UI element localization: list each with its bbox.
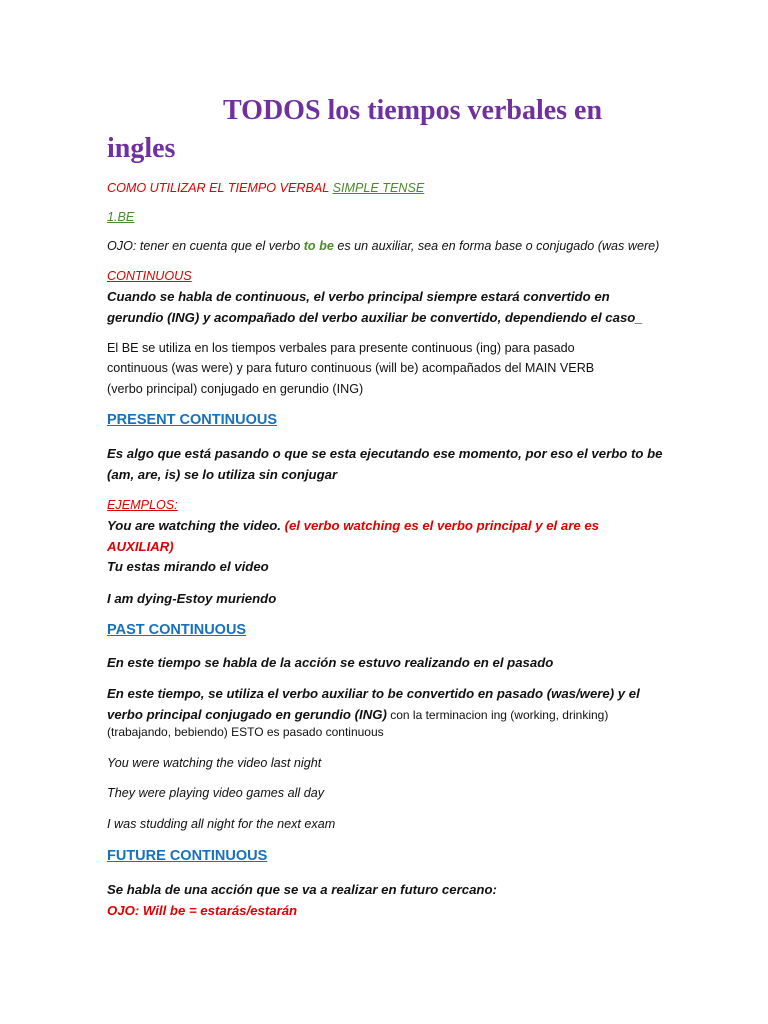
future-continuous-heading: FUTURE CONTINUOUS: [107, 848, 268, 864]
present-desc-line1: Es algo que está pasando o que se esta ejecutando ese momento, por eso el verbo to be: [107, 446, 663, 461]
past-rule-bold: verbo principal conjugado en gerundio (ING): [107, 707, 387, 722]
example1-sentence: You are watching the video.: [107, 518, 285, 533]
past-example: They were playing video games all day: [107, 786, 325, 800]
present-example1: [107, 515, 599, 536]
be-usage-line3: (verbo principal) conjugado en gerundio (ING): [107, 382, 364, 396]
simple-tense-link[interactable]: SIMPLE TENSE: [332, 181, 425, 195]
past-continuous-heading: PAST CONTINUOUS: [107, 622, 247, 638]
past-rule-normal: con la terminacion ing (working, drinking): [386, 708, 609, 722]
example1-explanation-cont: AUXILIAR): [107, 539, 174, 554]
past-desc: En este tiempo se habla de la acción se estuvo realizando en el pasado: [107, 655, 554, 670]
past-example: I was studding all night for the next exam: [107, 817, 336, 831]
ojo-text-part1: OJO: tener en cuenta que el verbo: [107, 239, 304, 253]
document-title-line1: TODOS los tiempos verbales en: [223, 95, 603, 126]
be-usage-line1: El BE se utiliza en los tiempos verbales para presente continuous (ing) para pasado: [107, 341, 575, 355]
ojo-note: [107, 236, 659, 257]
present-example2: I am dying-Estoy muriendo: [107, 591, 277, 606]
future-ojo-note: OJO: Will be = estarás/estarán: [107, 903, 298, 918]
continuous-text-line1: Cuando se habla de continuous, el verbo principal siempre estará convertido en: [107, 289, 610, 304]
past-example: You were watching the video last night: [107, 756, 322, 770]
ojo-text-part2: es un auxiliar, sea en forma base o conjugado (was were): [333, 239, 660, 253]
example1-explanation: (el verbo watching es el verbo principal y el are es: [284, 518, 600, 533]
ejemplos-label: EJEMPLOS:: [107, 498, 178, 512]
past-rule-line3: (trabajando, bebiendo) ESTO es pasado continuous: [107, 725, 384, 739]
simple-tense-intro: [107, 178, 424, 199]
present-continuous-heading: PRESENT CONTINUOUS: [107, 412, 277, 428]
past-rule-line1: En este tiempo, se utiliza el verbo auxiliar to be convertido en pasado (was/were) y el: [107, 686, 640, 701]
continuous-text-line2: gerundio (ING) y acompañado del verbo auxiliar be convertido, dependiendo el caso_: [107, 310, 643, 325]
como-utilizar-text: COMO UTILIZAR EL TIEMPO VERBAL: [107, 181, 333, 195]
to-be-highlight: to be: [303, 239, 334, 253]
be-label: 1.BE: [107, 210, 135, 224]
example1-translation: Tu estas mirando el video: [107, 559, 269, 574]
be-usage-line2: continuous (was were) y para futuro continuous (will be) acompañados del MAIN VERB: [107, 361, 595, 375]
document-title-line2: ingles: [107, 133, 176, 164]
future-desc: Se habla de una acción que se va a realizar en futuro cercano:: [107, 882, 497, 897]
continuous-label: CONTINUOUS: [107, 269, 192, 283]
present-desc-line2: (am, are, is) se lo utiliza sin conjugar: [107, 467, 338, 482]
